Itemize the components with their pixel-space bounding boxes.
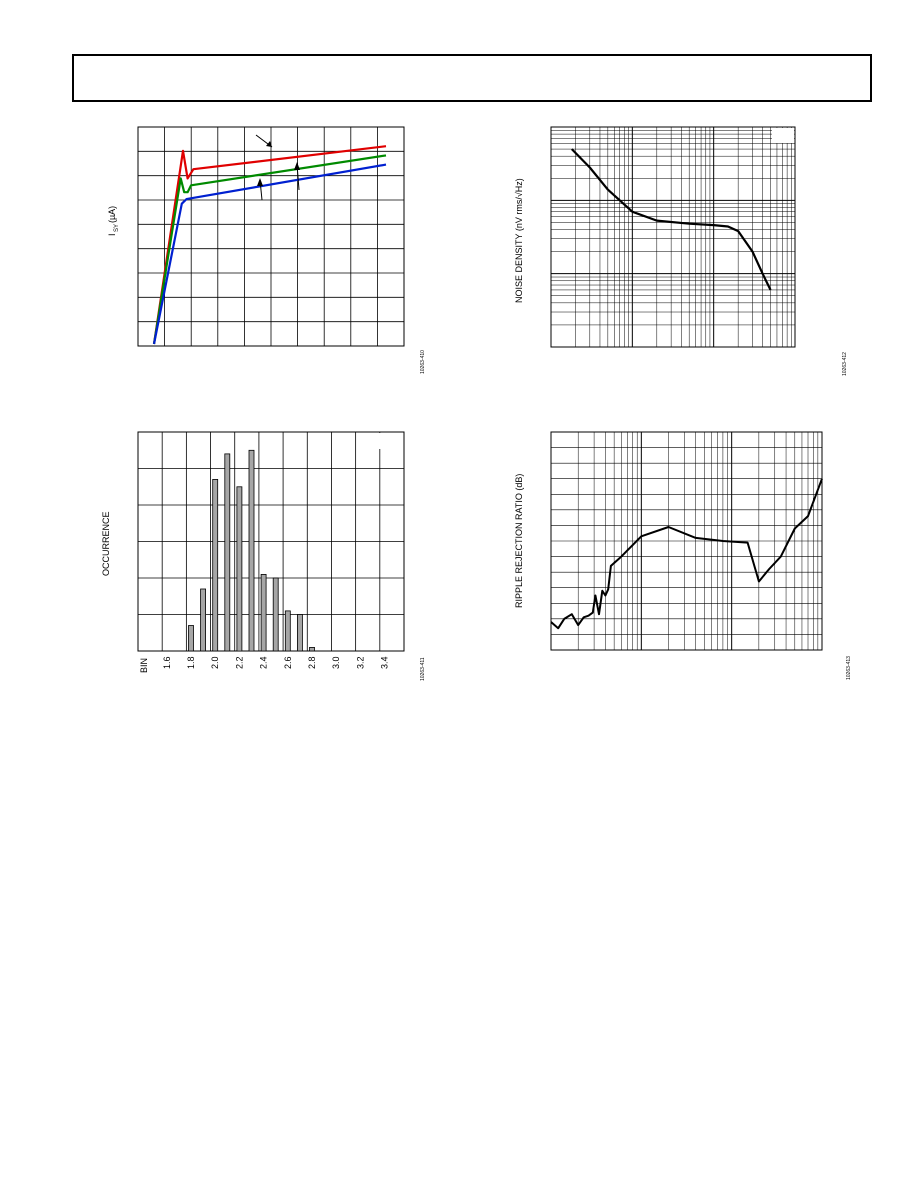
ripple-rejection-chart — [514, 432, 852, 680]
histogram-bar — [273, 578, 278, 651]
figure-id: 10263-412 — [842, 352, 848, 376]
figure-id: 10263-410 — [420, 350, 426, 374]
x-tick-label: 2.0 — [210, 656, 221, 669]
y-axis-title — [107, 206, 120, 236]
y-axis-title-unit: (µA) — [107, 205, 117, 223]
annotation-arrows — [256, 135, 300, 200]
histogram-bar — [249, 450, 254, 651]
series-group — [551, 479, 822, 629]
histogram-bar — [310, 647, 315, 651]
y-axis-title: RIPPLE REJECTION RATIO (dB) — [514, 473, 524, 608]
x-tick-label: 2.8 — [307, 656, 317, 669]
grid — [551, 432, 822, 650]
x-tick-label: 2.2 — [234, 656, 245, 669]
x-tick-label: 3.0 — [331, 656, 342, 669]
legend-area — [366, 433, 403, 449]
x-tick-label: 2.4 — [258, 656, 269, 669]
y-axis-title: OCCURRENCE — [101, 511, 111, 576]
noise-density-chart — [514, 127, 848, 376]
grid — [138, 432, 404, 651]
figure-id: 10263-413 — [846, 656, 852, 680]
bars-group — [189, 450, 315, 651]
histogram-bar — [237, 487, 242, 651]
histogram-bar — [297, 615, 302, 652]
y-axis-title: NOISE DENSITY (nV rms/√Hz) — [514, 178, 524, 303]
histogram-bar — [261, 574, 266, 651]
grid — [551, 127, 795, 347]
x-tick-label: 2.6 — [282, 656, 293, 669]
x-tick-labels — [162, 656, 390, 669]
x-axis-title: BIN — [139, 657, 149, 673]
x-tick-label: 3.2 — [355, 656, 366, 669]
x-tick-label: 3.4 — [379, 656, 390, 669]
histogram-bar — [285, 611, 290, 651]
x-tick-label: 1.8 — [186, 656, 196, 669]
histogram-bar — [213, 479, 218, 651]
legend-area — [772, 128, 794, 143]
figure-id: 10263-411 — [420, 657, 426, 681]
x-tick-label: 1.6 — [161, 656, 172, 669]
supply-current-chart — [107, 127, 426, 374]
plot-frame — [551, 127, 795, 347]
occurrence-histogram-chart — [101, 432, 426, 681]
y-axis-title-subscript: SY — [114, 223, 120, 232]
histogram-bar — [201, 589, 206, 651]
y-axis-title-main: I — [107, 233, 117, 236]
arrowhead — [257, 178, 263, 186]
arrowhead — [294, 162, 300, 170]
histogram-bar — [189, 626, 194, 652]
series-line — [551, 479, 822, 629]
histogram-bar — [225, 454, 230, 651]
